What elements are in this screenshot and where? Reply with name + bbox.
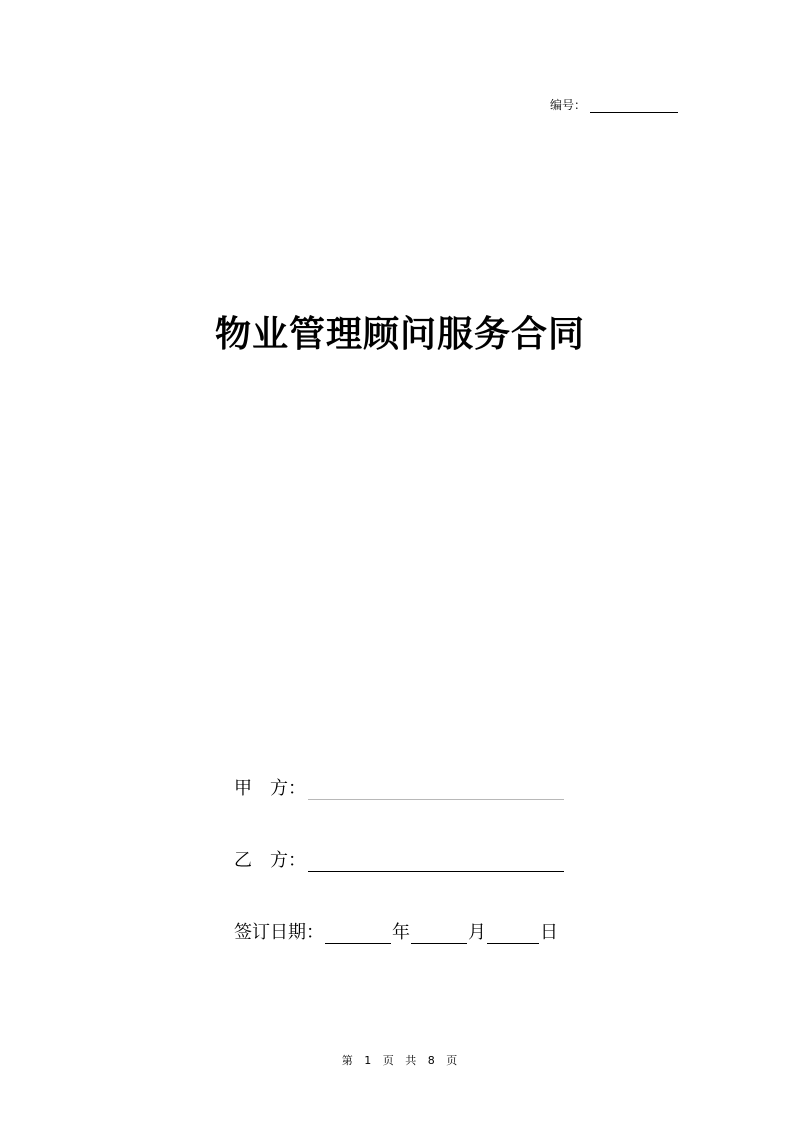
day-blank xyxy=(487,923,539,944)
year-label: 年 xyxy=(392,922,410,943)
month-label: 月 xyxy=(468,922,486,943)
contract-number xyxy=(550,96,678,113)
day-label: 日 xyxy=(540,922,558,943)
month-blank xyxy=(411,923,467,944)
contract-number-blank xyxy=(590,98,678,113)
party-b-blank xyxy=(308,851,564,872)
party-a-row xyxy=(234,774,564,800)
document-title: 物业管理顾问服务合同 xyxy=(214,313,585,355)
party-a-blank xyxy=(308,779,564,800)
party-b-row xyxy=(234,846,564,872)
footer-total-word: 共 xyxy=(405,1054,418,1067)
sign-date-row xyxy=(234,918,558,944)
footer-suffix: 页 xyxy=(446,1054,459,1067)
year-blank xyxy=(325,923,391,944)
sign-date-label: 签订日期： xyxy=(234,922,324,943)
party-a-label-1: 甲 xyxy=(234,778,252,799)
page-footer xyxy=(0,1052,800,1068)
footer-prefix: 第 xyxy=(341,1054,354,1067)
footer-page-word: 页 xyxy=(382,1054,395,1067)
footer-total-pages: 8 xyxy=(427,1054,436,1067)
contract-number-label: 编号： xyxy=(550,98,587,112)
party-a-label-2: 方： xyxy=(270,778,306,799)
party-b-label-2: 方： xyxy=(270,850,306,871)
party-b-label-1: 乙 xyxy=(234,850,252,871)
footer-current-page: 1 xyxy=(364,1054,373,1067)
